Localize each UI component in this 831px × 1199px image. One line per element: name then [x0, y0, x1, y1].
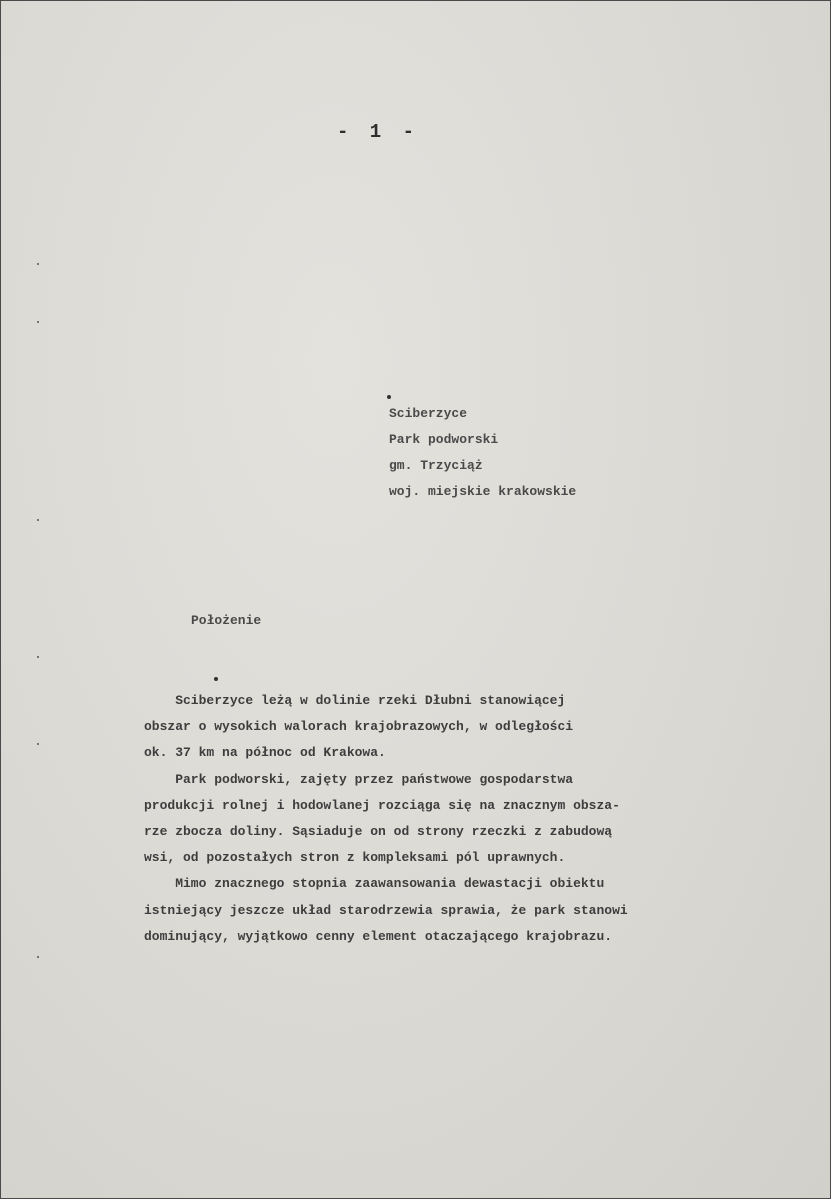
paragraph-line: wsi, od pozostałych stron z kompleksami pól uprawnych.	[144, 850, 566, 866]
margin-mark	[37, 656, 39, 658]
paragraph-line: istniejący jeszcze układ starodrzewia sprawia, że park stanowi	[144, 902, 628, 918]
margin-mark	[37, 743, 39, 745]
page-number: - 1 -	[337, 121, 420, 143]
address-block	[389, 401, 576, 505]
margin-mark	[37, 263, 39, 265]
margin-mark	[37, 956, 39, 958]
body-text	[144, 688, 794, 950]
margin-mark	[37, 519, 39, 521]
address-commune: gm. Trzyciąż	[389, 458, 483, 473]
paragraph-line: rze zbocza doliny. Sąsiaduje on od strony rzeczki z zabudową	[144, 824, 613, 840]
paragraph-line: ok. 37 km na północ od Krakowa.	[144, 745, 386, 761]
paragraph-line: Sciberzyce leżą w dolinie rzeki Dłubni stanowiącej	[144, 693, 566, 708]
paragraph-line: produkcji rolnej i hodowlanej rozciąga się na znacznym obsza-	[144, 797, 620, 813]
accent-mark	[387, 395, 391, 399]
paragraph-line: Mimo znacznego stopnia zaawansowania dewastacji obiektu	[144, 876, 605, 892]
accent-mark	[214, 677, 218, 681]
address-voivodeship: woj. miejskie krakowskie	[389, 484, 577, 499]
section-heading: Położenie	[191, 613, 262, 628]
margin-mark	[37, 321, 39, 323]
address-object: Park podworski	[389, 432, 499, 447]
address-locality: Sciberzyce	[389, 406, 468, 421]
paragraph-line: Park podworski, zajęty przez państwowe gospodarstwa	[144, 771, 574, 787]
paragraph-line: dominujący, wyjątkowo cenny element otaczającego krajobrazu.	[144, 928, 613, 944]
paragraph-line: obszar o wysokich walorach krajobrazowych, w odległości	[144, 719, 574, 735]
